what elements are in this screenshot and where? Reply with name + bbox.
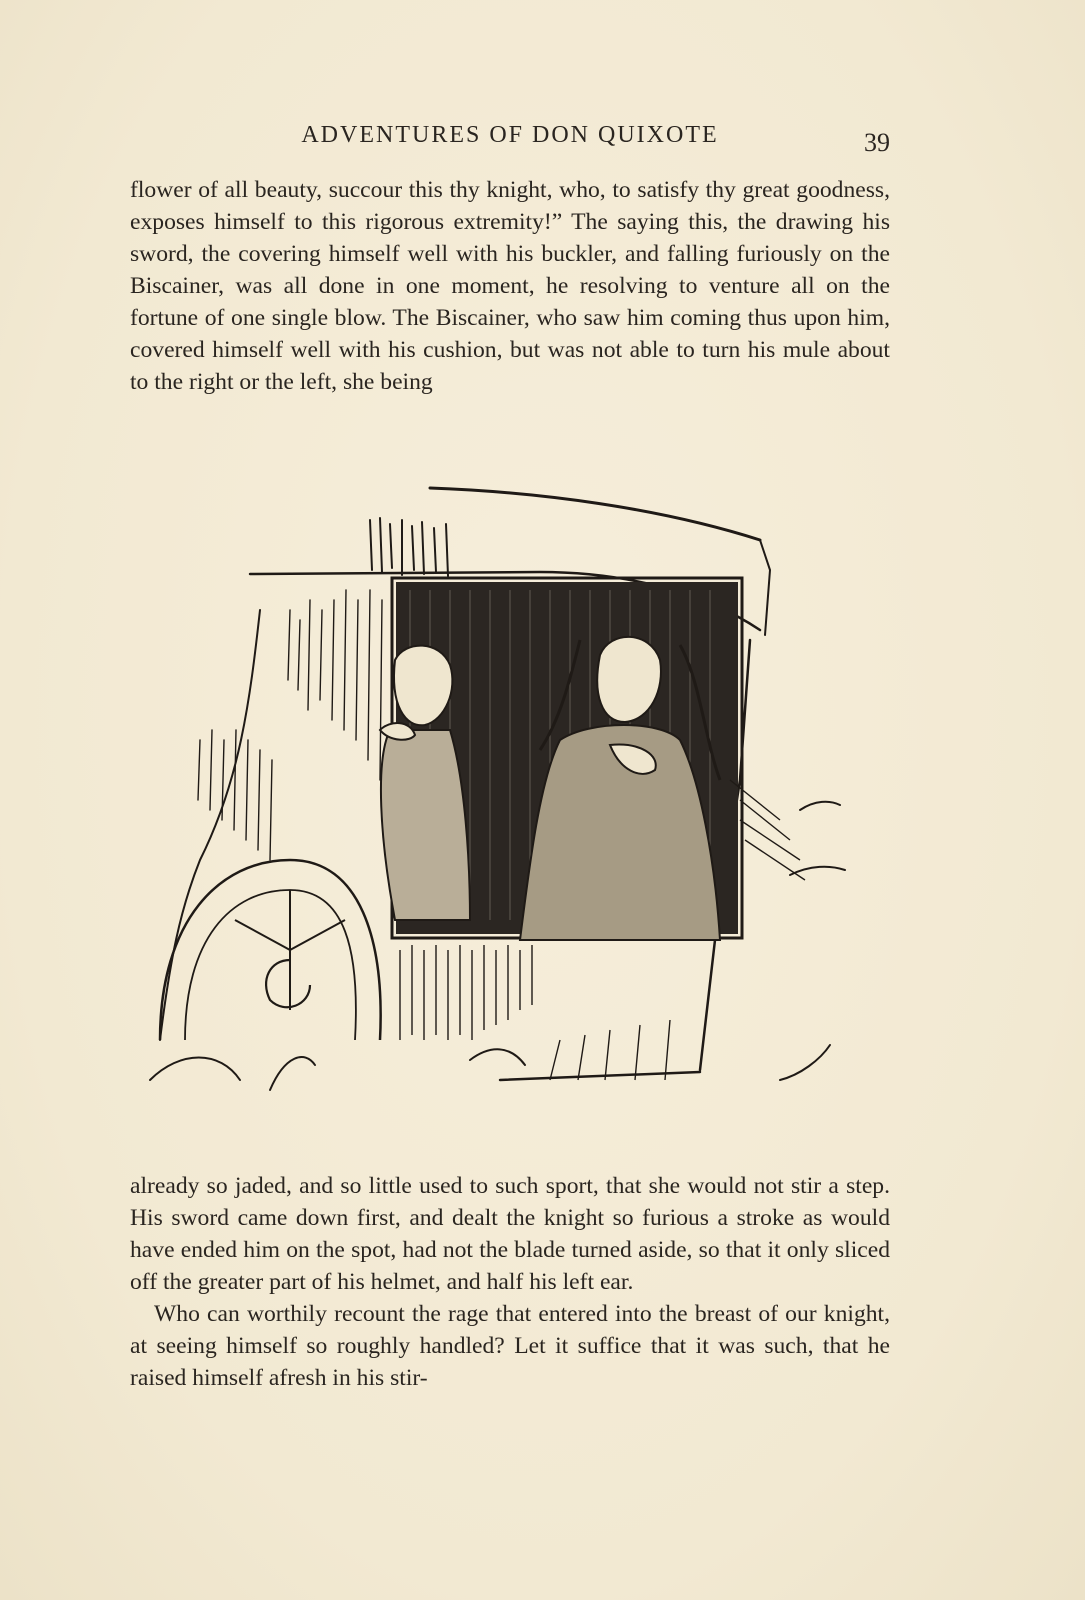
paragraph-new: Who can worthily recount the rage that entered into the breast of our knight, at seeing himself so roughly handled? Let it suffice that it was such, that he raised himself afresh in his stir-: [130, 1301, 890, 1391]
text-block-top: [130, 174, 890, 398]
coach-illustration: [140, 480, 870, 1120]
coach-drawing: [140, 480, 870, 1120]
text-block-bottom: [130, 1170, 890, 1394]
paragraph-continued: flower of all beauty, succour this thy knight, who, to satisfy thy great goodness, exposes himself to this rigorous extremity!” The saying this, the drawing his sword, the covering himself well with his buckler, and falling furiously on the Biscainer, was all done in one moment, he resolving to venture all on the fortune of one single blow. The Biscainer, who saw him coming thus upon him, covered himself well with his cushion, but was not able to turn his mule about to the right or the left, she being: [130, 177, 890, 395]
paragraph-continued-after-illustration: already so jaded, and so little used to such sport, that she would not stir a step. His sword came down first, and dealt the knight so furious a stroke as would have ended him on the spot, had not the blade turned aside, so that it only sliced off the greater part of his helmet, and half his left ear.: [130, 1173, 890, 1295]
running-title: ADVENTURES OF DON QUIXOTE: [301, 122, 719, 148]
running-head: [130, 122, 890, 158]
page-number: 39: [864, 128, 890, 157]
